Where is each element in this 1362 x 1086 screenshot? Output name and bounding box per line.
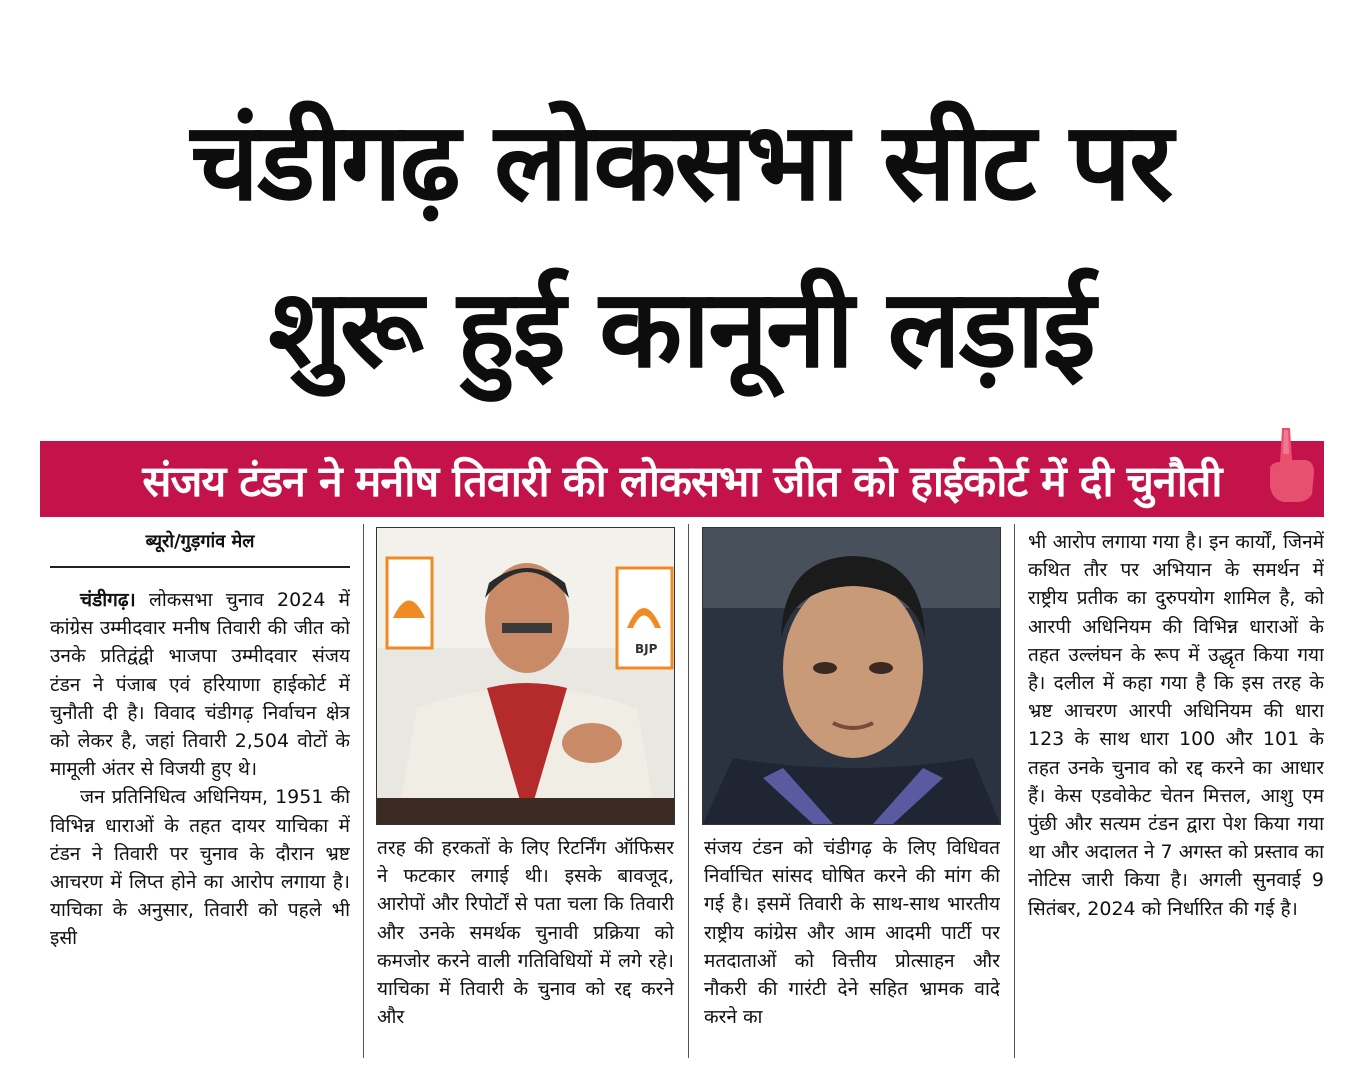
- article-column-1: [50, 586, 350, 1056]
- column-divider-2: [688, 524, 689, 1058]
- subheadline-bar: [40, 441, 1324, 517]
- dateline: चंडीगढ़।: [80, 589, 136, 611]
- byline: ब्यूरो/गुड़गांव मेल: [145, 531, 255, 552]
- bjp-label: BJP: [635, 642, 658, 656]
- article-paragraph: संजय टंडन को चंडीगढ़ के लिए विधिवत निर्वाचित सांसद घोषित करने की मांग की गई है। इसमें तिवारी के साथ-साथ भारतीय राष्ट्रीय कांग्रेस और आम आदमी पार्टी पर मतदाताओं को वित्तीय प्रोत्साहन और नौकरी की गारंटी देने सहित भ्रामक वादे करने का: [704, 837, 1000, 1029]
- column-divider-3: [1014, 524, 1015, 1058]
- photo-manish-tewari: [702, 527, 1001, 825]
- article-paragraph: लोकसभा चुनाव 2024 में कांग्रेस उम्मीदवार मनीष तिवारी की जीत को उनके प्रतिद्वंद्वी भाजपा उम्मीदवार संजय टंडन ने पंजाब एवं हरियाणा हाईकोर्ट में चुनौती दी है। विवाद चंडीगढ़ निर्वाचन क्षेत्र को लेकर है, जहां तिवारी 2,504 वोटों के मामूली अंतर से विजयी हुए थे।: [50, 589, 350, 781]
- photo-sanjay-tandon: [376, 527, 675, 825]
- pointing-hand-icon: [1262, 424, 1320, 504]
- article-paragraph: तरह की हरकतों के लिए रिटर्निंग ऑफिसर ने फटकार लगाई थी। इसके बावजूद, आरोपों और रिपोर्टों से पता चला कि तिवारी और उनके समर्थक चुनावी प्रक्रिया को कमजोर करने वाली गतिविधियों में लगे रहे। याचिका में तिवारी के चुनाव को रद्द करने और: [377, 837, 674, 1029]
- article-column-2: [377, 834, 674, 1056]
- article-paragraph: भी आरोप लगाया गया है। इन कार्यों, जिनमें कथित तौर पर अभियान के समर्थन में राष्ट्रीय प्रतीक का दुरुपयोग शामिल है, को आरपी अधिनियम की विभिन्न धाराओं के तहत उल्लंघन के रूप में उद्धृत किया गया है। दलील में कहा गया है कि इस तरह के भ्रष्ट आचरण आरपी अधिनियम की धारा 123 के साथ धारा 100 और 101 के तहत उनके चुनाव को रद्द करने का आधार हैं। केस एडवोकेट चेतन मित्तल, आशु एम पुंछी और सत्यम टंडन द्वारा पेश किया गया था और अदालत ने 7 अगस्त को प्रस्ताव का नोटिस जारी किया है। अगली सुनवाई 9 सितंबर, 2024 को निर्धारित की गई है।: [1028, 531, 1324, 920]
- article-column-4: [1028, 528, 1324, 1058]
- article-paragraph: जन प्रतिनिधित्व अधिनियम, 1951 की विभिन्न धाराओं के तहत दायर याचिका में टंडन ने तिवारी पर चुनाव के दौरान भ्रष्ट आचरण में लिप्त होने का आरोप लगाया है। याचिका के अनुसार, तिवारी को पहले भी इसी: [50, 786, 350, 950]
- subheadline: संजय टंडन ने मनीष तिवारी की लोकसभा जीत को हाईकोर्ट में दी चुनौती: [142, 456, 1222, 507]
- byline-rule: [50, 566, 350, 568]
- headline-line-1: चंडीगढ़ लोकसभा सीट पर: [190, 100, 1172, 225]
- column-divider-1: [363, 524, 364, 1058]
- article-column-3: [704, 834, 1000, 1056]
- headline-line-2: शुरू हुई कानूनी लड़ाई: [268, 267, 1094, 392]
